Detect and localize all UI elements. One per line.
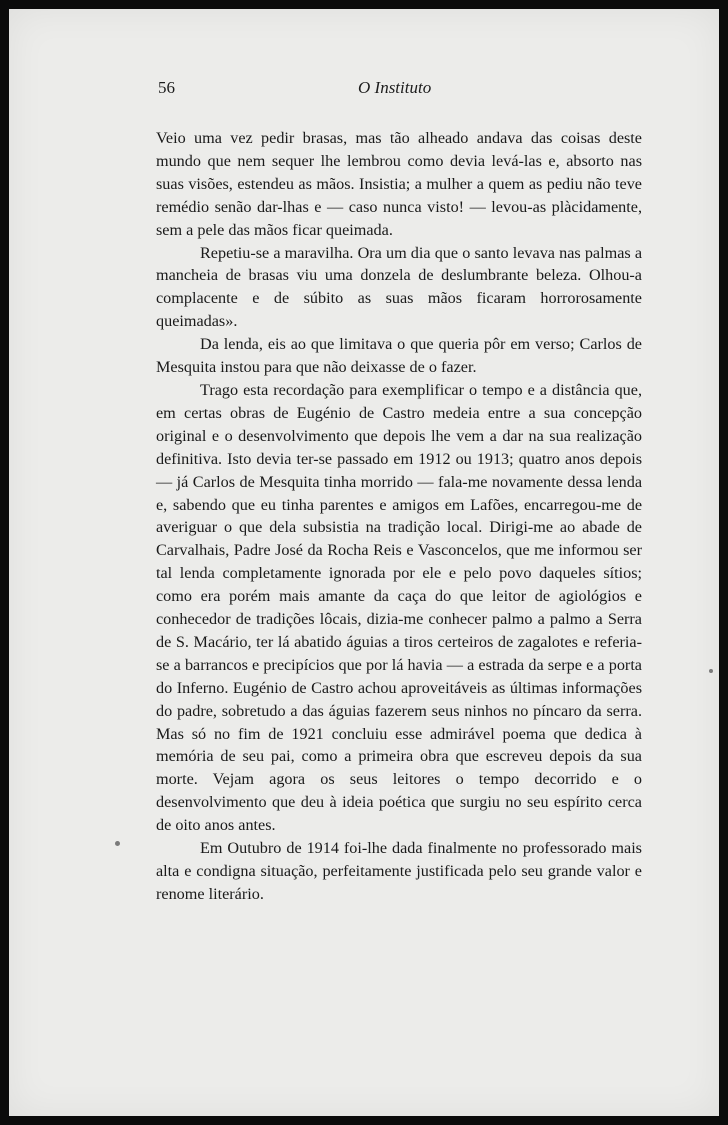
paragraph-1: Veio uma vez pedir brasas, mas tão alheado andava das coisas deste mundo que nem sequer lhe lembrou como devia levá-las e, absorto nas suas visões, estendeu as mãos. Insistia; a mulher a quem as pediu não teve remédio senão dar-lhas e — caso nunca visto! — levou-as plàcidamente, sem a pele das mãos ficar queimada.: [156, 129, 642, 239]
paragraph-5: Em Outubro de 1914 foi-lhe dada finalmente no professorado mais alta e condigna situação, perfeitamente justificada pelo seu grande valor e renome literário.: [156, 839, 642, 903]
page-header: [158, 78, 638, 104]
body-text: [156, 127, 642, 906]
page-number: 56: [158, 78, 175, 97]
paper-speck: [115, 841, 120, 846]
paragraph-2: Repetiu-se a maravilha. Ora um dia que o santo levava nas palmas a mancheia de brasas viu uma donzela de deslumbrante beleza. Olhou-a complacente e de súbito as suas mãos ficaram horrorosamente queimadas».: [156, 243, 642, 331]
paragraph-4: Trago esta recordação para exemplificar o tempo e a distância que, em certas obras de Eugénio de Castro medeia entre a sua concepção original e o desenvolvimento que depois lhe vem a dar na sua realização definitiva. Isto devia ter-se passado em 1912 ou 1913; quatro anos depois — já Carlos de Mesquita tinha morrido — fala-me novamente dessa lenda e, sabendo que eu tinha parentes e amigos em Lafões, encarregou-me de averiguar o que dela subsistia na tradição local. Dirigi-me ao abade de Carvalhais, Padre José da Rocha Reis e Vasconcelos, que me informou ser tal lenda completamente ignorada por ele e pelo povo daqueles sítios; como era porém mais amante da caça do que leitor de agiológios e conhecedor de tradições lôcais, dizia-me conhecer palmo a palmo a Serra de S. Macário, ter lá abatido águias a tiros certeiros de zagalotes e referia-se a barrancos e precipícios que por lá havia — a estrada da serpe e a porta do Inferno. Eugénio de Castro achou aproveitáveis as últimas informações do padre, sobretudo a das águias fazerem seus ninhos no píncaro da serra. Mas só no fim de 1921 concluiu esse admirável poema que dedica à memória de seu pai, como a primeira obra que escreveu depois da sua morte. Vejam agora os seus leitores o tempo decorrido e o desenvolvimento que deu à ideia poética que surgiu no seu espírito cerca de oito anos antes.: [156, 380, 642, 835]
paper-speck: [709, 669, 713, 673]
paragraph-3: Da lenda, eis ao que limitava o que queria pôr em verso; Carlos de Mesquita instou para que não deixasse de o fazer.: [156, 335, 642, 377]
running-title: O Instituto: [358, 78, 432, 97]
